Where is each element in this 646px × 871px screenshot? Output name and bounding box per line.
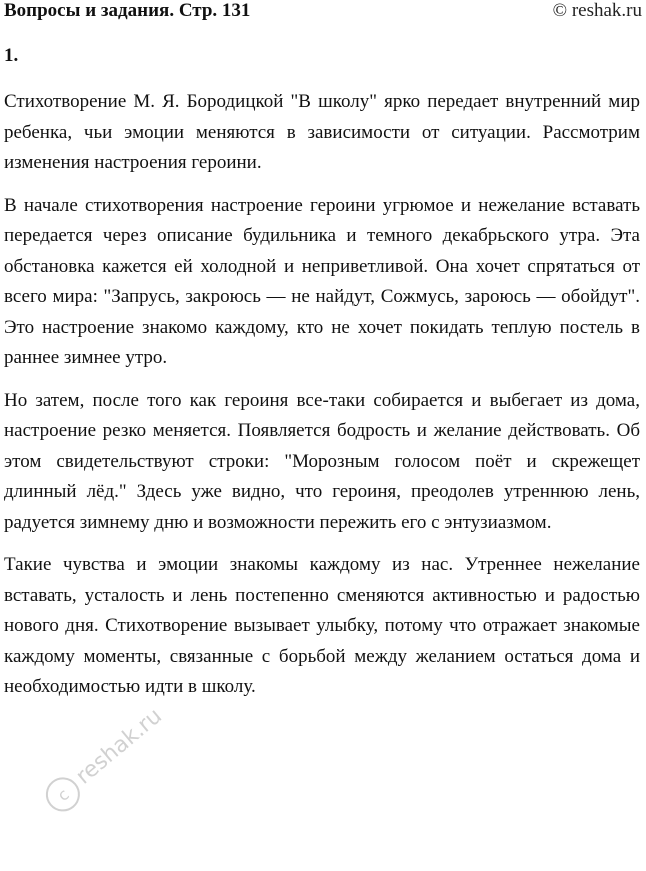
paragraph-conclusion: Такие чувства и эмоции знакомы каждому из нас. Утреннее нежелание вставать, усталость и лень постепенно сменяются активностью и радостью нового дня. Стихотворение вызывает улыбку, потому что отражает знакомые каждому моменты, связанные с борьбой между желанием остаться дома и необходимостью идти в школу. (4, 554, 640, 697)
answer-text (4, 87, 640, 715)
svg-text:c: c (53, 784, 73, 805)
paragraph-beginning-mood: В начале стихотворения настроение героини угрюмое и нежелание вставать передается через описание будильника и темного декабрьского утра. Эта обстановка кажется ей холодной и неприветливой. Она хочет спрятаться от всего мира: "Запрусь, закроюсь — не найдут, Сожмусь, зароюсь — обойдут". Это настроение знакомо каждому, кто не хочет покидать теплую постель в раннее зимнее утро. (4, 194, 640, 368)
paragraph-mood-change: Но затем, после того как героиня все-таки собирается и выбегает из дома, настроение резко меняется. Появляется бодрость и желание действовать. Об этом свидетельствуют строки: "Морозным голосом поёт и скрежещет длинный лёд." Здесь уже видно, что героиня, преодолев утреннюю лень, радуется зимнему дню и возможности пережить его с энтузиазмом. (4, 389, 640, 533)
page-title: Вопросы и задания. Стр. 131 (4, 0, 251, 21)
question-number: 1. (4, 45, 19, 66)
paragraph-intro: Стихотворение М. Я. Бородицкой "В школу" ярко передает внутренний мир ребенка, чьи эмоции меняются в зависимости от ситуации. Рассмотрим изменения настроения героини. (4, 91, 640, 173)
svg-text:reshak.ru: reshak.ru (71, 703, 167, 790)
site-credit[interactable]: © reshak.ru (552, 0, 642, 21)
page-header (4, 0, 642, 24)
